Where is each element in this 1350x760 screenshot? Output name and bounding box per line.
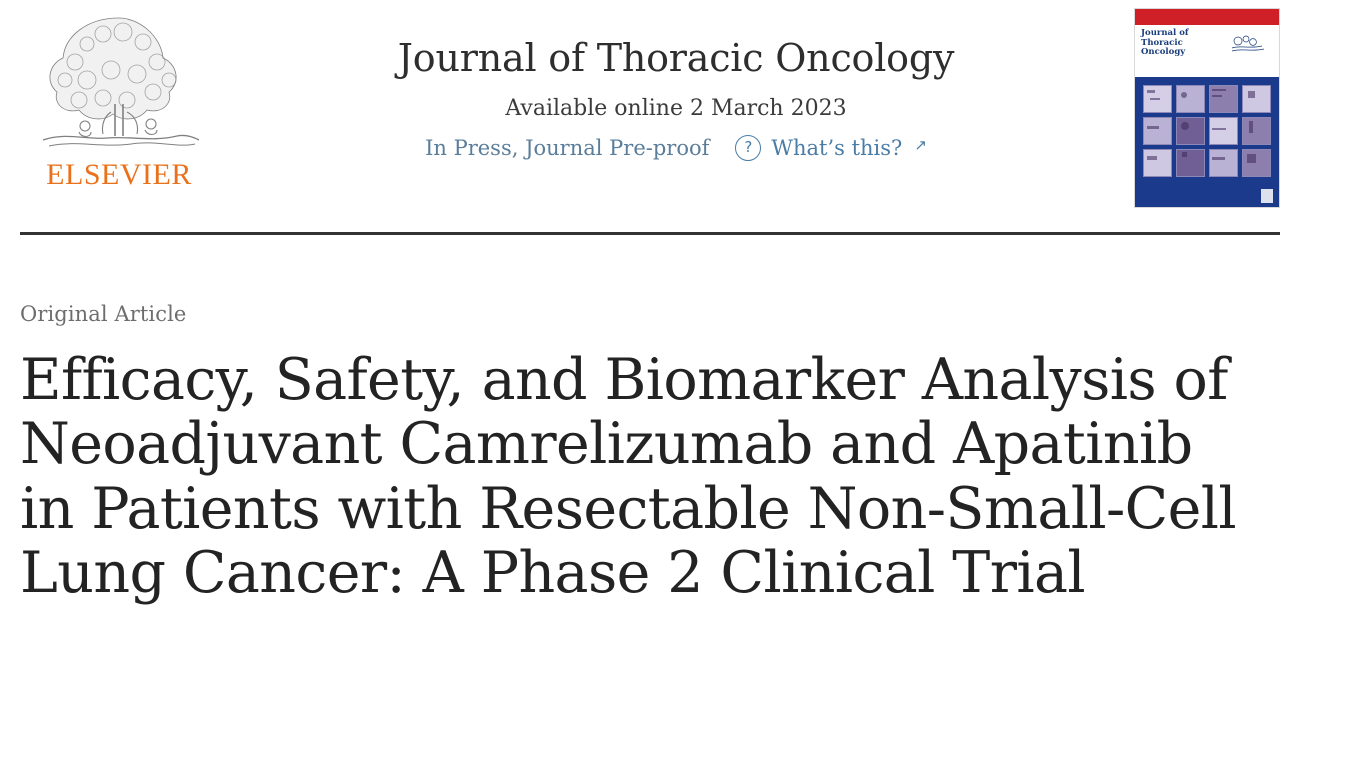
- cover-cell: [1242, 117, 1271, 145]
- cover-cell: [1242, 149, 1271, 177]
- journal-cover-thumbnail[interactable]: [1134, 8, 1280, 208]
- article-type-label: Original Article: [20, 302, 187, 326]
- availability-date: Available online 2 March 2023: [505, 95, 847, 121]
- article-heading: [0, 302, 1350, 606]
- cover-journal-name: Journal of Thoracic Oncology: [1141, 28, 1189, 58]
- cover-cell: [1143, 149, 1172, 177]
- cover-cell: [1176, 117, 1205, 145]
- right-margin: [1280, 0, 1350, 760]
- cover-footer-mark: [1261, 189, 1273, 203]
- header-divider: [20, 232, 1280, 235]
- cover-cell: [1209, 85, 1238, 113]
- question-mark-circle-icon: ?: [735, 135, 761, 161]
- journal-header: [0, 0, 1350, 228]
- external-link-icon: ↗: [914, 135, 927, 154]
- cover-cell: [1209, 149, 1238, 177]
- publisher-logo[interactable]: [20, 6, 218, 190]
- elsevier-tree-logo: [27, 8, 211, 158]
- whats-this-link[interactable]: [735, 135, 927, 161]
- cover-cell: [1143, 85, 1172, 113]
- cover-cell: [1242, 85, 1271, 113]
- publisher-name: ELSEVIER: [46, 158, 192, 191]
- cover-top-band: [1135, 9, 1279, 25]
- elsevier-cover-mark: [1228, 33, 1274, 55]
- cover-image-grid: [1143, 85, 1271, 177]
- whats-this-label: What’s this?: [771, 135, 903, 160]
- cover-cell: [1143, 117, 1172, 145]
- publication-status-row: [218, 135, 1134, 161]
- cover-masthead: [1135, 25, 1279, 77]
- journal-info: [218, 6, 1134, 161]
- cover-cell: [1176, 149, 1205, 177]
- cover-cell: [1209, 117, 1238, 145]
- page-title: Efficacy, Safety, and Biomarker Analysis of Neoadjuvant Camrelizumab and Apatinib in Patients with Resectable Non-Small-Cell Lung Cancer: A Phase 2 Clinical Trial: [20, 347, 1237, 607]
- journal-title: Journal of Thoracic Oncology: [397, 36, 955, 80]
- cover-cell: [1176, 85, 1205, 113]
- cover-body: [1135, 77, 1279, 207]
- press-status: In Press, Journal Pre-proof: [425, 135, 710, 160]
